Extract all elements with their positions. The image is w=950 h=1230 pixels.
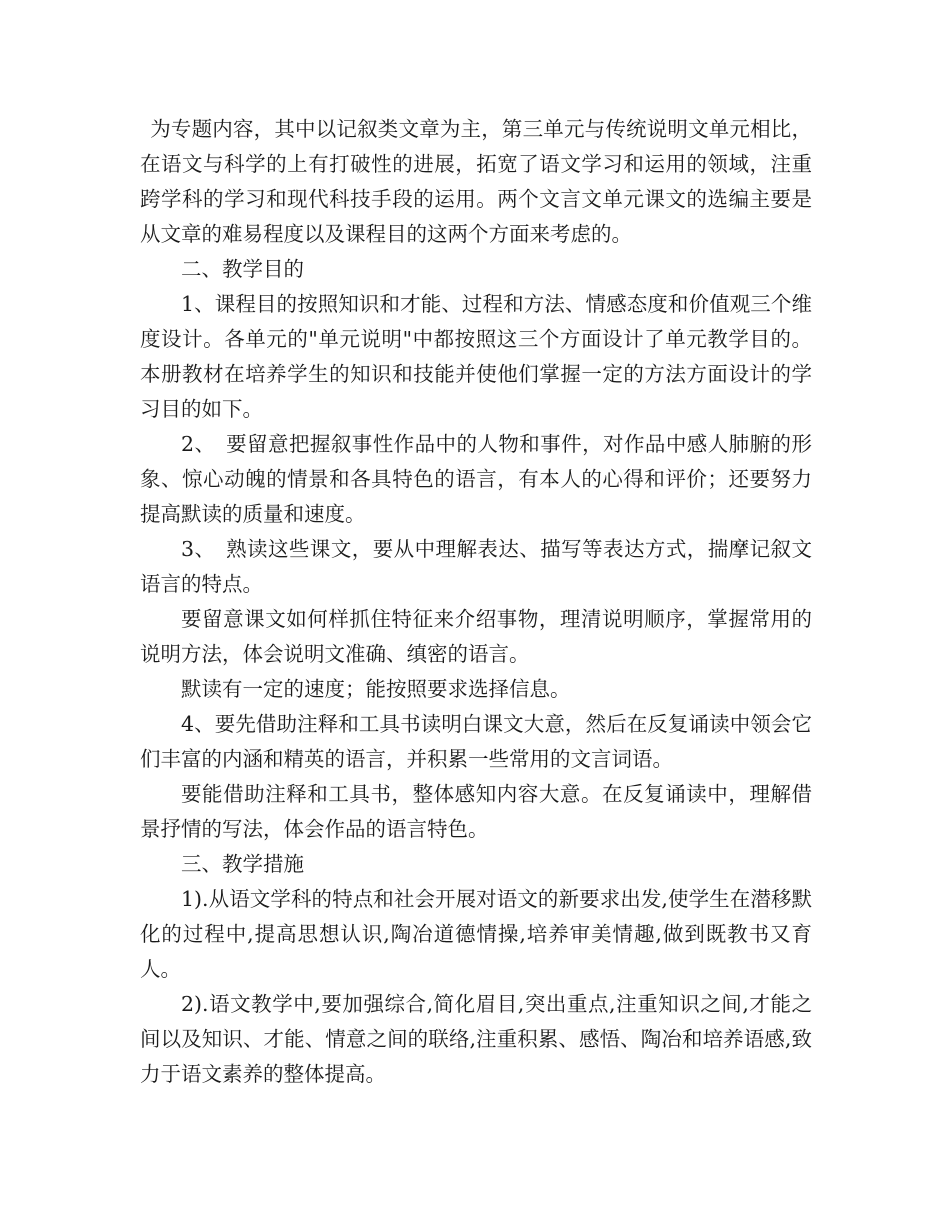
section-heading-teaching-measures: 三、教学措施	[181, 852, 304, 876]
document-page	[140, 112, 812, 1092]
paragraph-goal-4: 4、要先借助注释和工具书读明白课文大意，然后在反复诵读中领会它们丰富的内涵和精英的语言，并积累一些常用的文言词语。	[140, 712, 812, 771]
paragraph-measure-1: 1).从语文学科的特点和社会开展对语文的新要求出发,使学生在潜移默化的过程中,提高思想认识,陶冶道德情操,培养审美情趣,做到既教书又育人。	[140, 887, 812, 981]
paragraph-goal-3: 3、 熟读这些课文，要从中理解表达、描写等表达方式，揣摩记叙文语言的特点。	[140, 537, 812, 596]
paragraph-unit-overview: 为专题内容，其中以记叙类文章为主，第三单元与传统说明文单元相比，在语文与科学的上有打破性的进展，拓宽了语文学习和运用的领域，注重跨学科的学习和现代科技手段的运用。两个文言文单元课文的选编主要是从文章的难易程度以及课程目的这两个方面来考虑的。	[140, 117, 812, 246]
section-heading-teaching-goals: 二、教学目的	[181, 257, 304, 281]
paragraph-measure-2: 2).语文教学中,要加强综合,简化眉目,突出重点,注重知识之间,才能之间以及知识、才能、情意之间的联络,注重积累、感悟、陶冶和培养语感,致力于语文素养的整体提高。	[140, 992, 812, 1086]
paragraph-expository-reading: 要留意课文如何样抓住特征来介绍事物，理清说明顺序，掌握常用的说明方法，体会说明文准确、缜密的语言。	[140, 607, 812, 666]
paragraph-classical-reading: 要能借助注释和工具书，整体感知内容大意。在反复诵读中，理解借景抒情的写法，体会作品的语言特色。	[140, 782, 812, 841]
paragraph-silent-reading: 默读有一定的速度；能按照要求选择信息。	[181, 677, 571, 701]
paragraph-goal-1: 1、课程目的按照知识和才能、过程和方法、情感态度和价值观三个维度设计。各单元的"单元说明"中都按照这三个方面设计了单元教学目的。本册教材在培养学生的知识和技能并使他们掌握一定的方法方面设计的学习目的如下。	[140, 292, 812, 421]
paragraph-goal-2: 2、 要留意把握叙事性作品中的人物和事件，对作品中感人肺腑的形象、惊心动魄的情景和各具特色的语言，有本人的心得和评价；还要努力提高默读的质量和速度。	[140, 432, 812, 526]
